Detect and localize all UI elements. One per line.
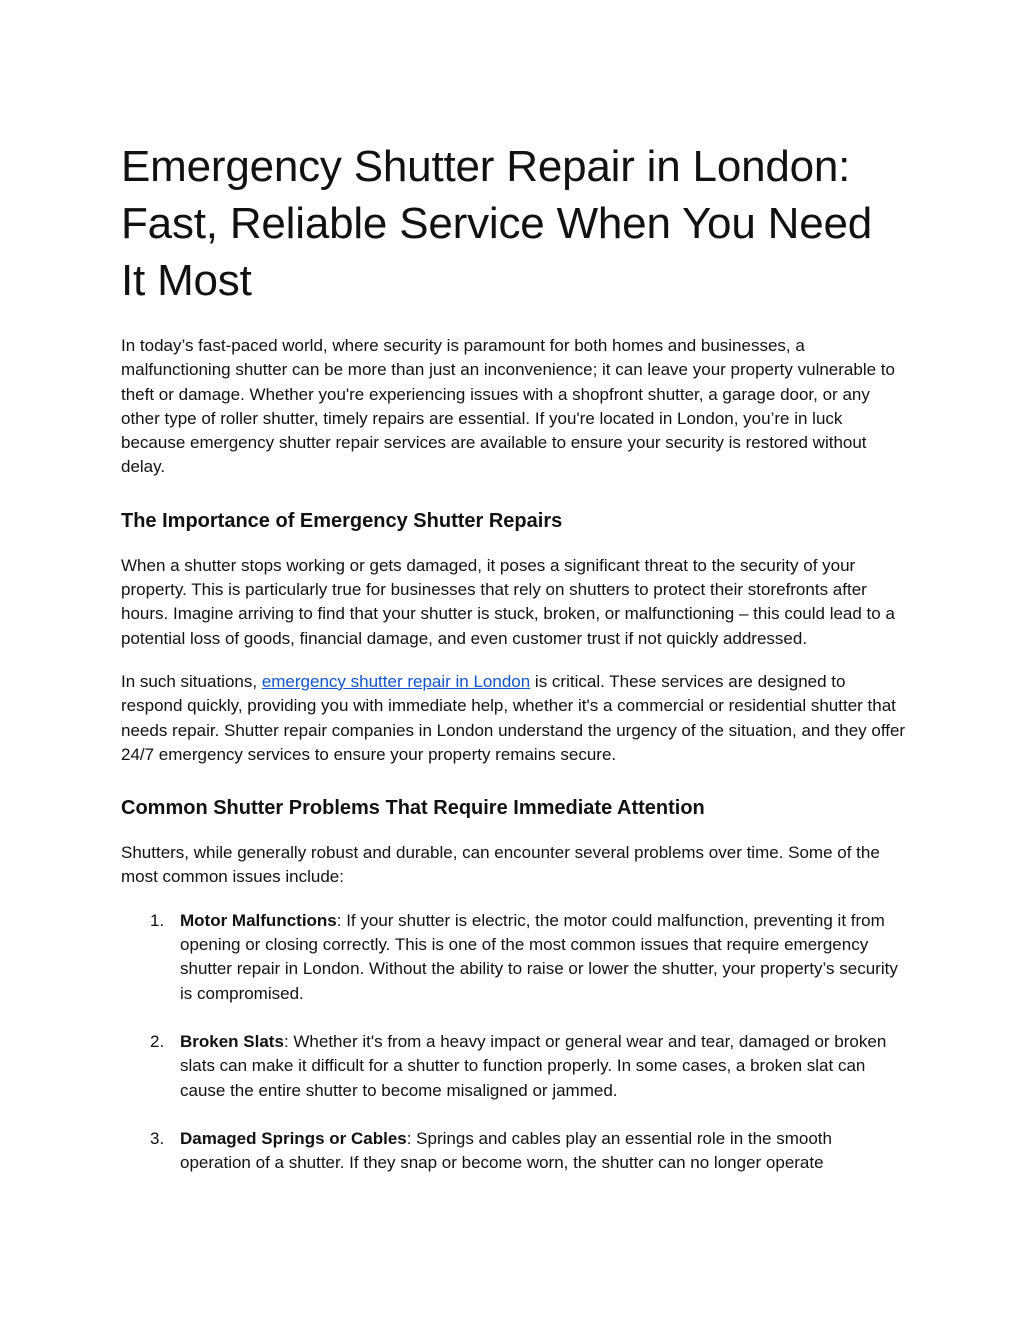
page-title: Emergency Shutter Repair in London: Fast, Reliable Service When You Need It Most: [121, 142, 873, 305]
list-item: [121, 909, 906, 1006]
list-item-text: : Whether it's from a heavy impact or general wear and tear, damaged or broken slats can make it difficult for a shutter to function properly. In some cases, a broken slat can cause the entire shutter to become misaligned or jammed.: [180, 1031, 887, 1100]
list-item-text: : If your shutter is electric, the motor could malfunction, preventing it from opening or closing correctly. This is one of the most common issues that require emergency shutter repair in London. Without the ability to raise or lower the shutter, your property’s security is compromised.: [180, 910, 898, 1003]
section-heading-common-problems: Common Shutter Problems That Require Immediate Attention: [121, 797, 705, 820]
list-number: 1.: [150, 910, 165, 930]
list-number: 2.: [150, 1031, 165, 1051]
importance-paragraph-2: [121, 670, 906, 767]
paragraph-text: In such situations,: [121, 671, 262, 691]
list-item-term: Motor Malfunctions: [180, 910, 337, 930]
emergency-repair-link[interactable]: emergency shutter repair in London: [261, 671, 531, 691]
list-number: 3.: [150, 1128, 165, 1148]
list-item-term: Broken Slats: [180, 1031, 284, 1051]
common-problems-paragraph: Shutters, while generally robust and durable, can encounter several problems over time. Some of the most common issues include:: [121, 843, 880, 887]
list-item-text: : Springs and cables play an essential role in the smooth operation of a shutter. If they snap or become worn, the shutter can no longer operate: [180, 1128, 832, 1173]
section-heading-importance: The Importance of Emergency Shutter Repairs: [121, 509, 563, 532]
importance-paragraph-1: When a shutter stops working or gets damaged, it poses a significant threat to the security of your property. This is particularly true for businesses that rely on shutters to protect their storefronts after hours. Imagine arriving to find that your shutter is stuck, broken, or malfunctioning – this could lead to a potential loss of goods, financial damage, and even customer trust if not quickly addressed.: [121, 555, 895, 648]
list-item: [121, 1127, 906, 1176]
paragraph-text: is critical. These services are designed to respond quickly, providing you with immediate help, whether it's a commercial or residential shutter that needs repair. Shutter repair companies in London understand the urgency of the situation, and they offer 24/7 emergency services to ensure your property remains secure.: [121, 671, 906, 764]
list-item: [121, 1030, 906, 1103]
intro-paragraph: In today’s fast-paced world, where security is paramount for both homes and businesses, a malfunctioning shutter can be more than just an inconvenience; it can leave your property vulnerable to theft or damage. Whether you're experiencing issues with a shopfront shutter, a garage door, or any other type of roller shutter, timely repairs are essential. If you're located in London, you’re in luck because emergency shutter repair services are available to ensure your security is restored without delay.: [121, 336, 895, 477]
problems-list: [121, 909, 906, 1176]
list-item-term: Damaged Springs or Cables: [180, 1128, 407, 1148]
